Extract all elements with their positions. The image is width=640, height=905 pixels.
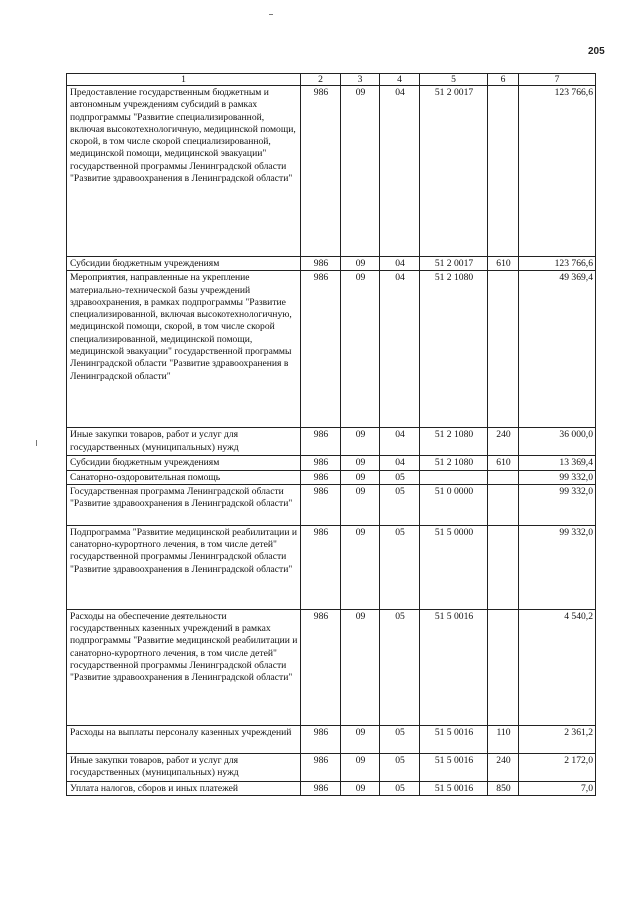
row-subsection: 04	[380, 271, 420, 428]
scan-speck	[269, 14, 273, 15]
row-amount: 99 332,0	[519, 525, 596, 609]
row-subsection: 04	[380, 428, 420, 456]
row-subsection: 05	[380, 781, 420, 795]
row-code: 986	[301, 753, 341, 781]
row-code: 986	[301, 257, 341, 271]
table-row	[67, 470, 596, 484]
row-name: Санаторно-оздоровительная помощь	[67, 470, 301, 484]
row-section: 09	[341, 609, 380, 725]
budget-table	[66, 73, 596, 796]
row-section: 09	[341, 456, 380, 470]
row-amount: 123 766,6	[519, 257, 596, 271]
table-row	[67, 609, 596, 725]
row-target-code: 51 2 0017	[420, 86, 488, 257]
column-number: 7	[519, 74, 596, 86]
row-name: Подпрограмма "Развитие медицинской реабилитации и санаторно-курортного лечения, в том числе детей" государственной программы Ленинградской области "Развитие здравоохранения в Ленинградской области"	[67, 525, 301, 609]
row-amount: 99 332,0	[519, 470, 596, 484]
row-target-code: 51 2 1080	[420, 271, 488, 428]
row-expense-type	[488, 271, 519, 428]
table-row	[67, 271, 596, 428]
table-row	[67, 781, 596, 795]
row-section: 09	[341, 86, 380, 257]
row-expense-type	[488, 86, 519, 257]
row-name: Иные закупки товаров, работ и услуг для государственных (муниципальных) нужд	[67, 428, 301, 456]
row-code: 986	[301, 781, 341, 795]
row-target-code: 51 5 0016	[420, 725, 488, 753]
table-row	[67, 428, 596, 456]
row-target-code: 51 5 0016	[420, 609, 488, 725]
table-row	[67, 725, 596, 753]
column-number: 3	[341, 74, 380, 86]
row-target-code: 51 0 0000	[420, 484, 488, 525]
column-number: 1	[67, 74, 301, 86]
row-target-code	[420, 470, 488, 484]
row-name: Предоставление государственным бюджетным и автономным учреждениям субсидий в рамках подпрограммы "Развитие специализированной, включая высокотехнологичную, медицинской помощи, скорой, в том числе скорой специализированной, медицинской помощи, медицинской эвакуации" государственной программы Ленинградской области "Развитие здравоохранения в Ленинградской области"	[67, 86, 301, 257]
row-target-code: 51 5 0016	[420, 781, 488, 795]
row-code: 986	[301, 428, 341, 456]
row-subsection: 04	[380, 86, 420, 257]
row-code: 986	[301, 609, 341, 725]
row-subsection: 04	[380, 257, 420, 271]
row-section: 09	[341, 725, 380, 753]
row-name: Мероприятия, направленные на укрепление материально-технической базы учреждений здравоохранения, в рамках подпрограммы "Развитие специализированной, включая высокотехнологичную, медицинской помощи, скорой, в том числе скорой специализированной, медицинской помощи, медицинской эвакуации" государственной программы Ленинградской области "Развитие здравоохранения в Ленинградской области"	[67, 271, 301, 428]
row-section: 09	[341, 484, 380, 525]
row-target-code: 51 5 0000	[420, 525, 488, 609]
row-expense-type	[488, 484, 519, 525]
column-number: 2	[301, 74, 341, 86]
row-name: Расходы на выплаты персоналу казенных учреждений	[67, 725, 301, 753]
row-section: 09	[341, 257, 380, 271]
row-amount: 36 000,0	[519, 428, 596, 456]
row-section: 09	[341, 470, 380, 484]
row-code: 986	[301, 456, 341, 470]
row-subsection: 05	[380, 484, 420, 525]
row-expense-type: 850	[488, 781, 519, 795]
row-section: 09	[341, 781, 380, 795]
scan-speck	[36, 440, 37, 446]
page-number: 205	[588, 46, 605, 57]
row-amount: 2 361,2	[519, 725, 596, 753]
row-subsection: 04	[380, 456, 420, 470]
row-expense-type	[488, 525, 519, 609]
table-row	[67, 484, 596, 525]
row-expense-type	[488, 470, 519, 484]
row-name: Субсидии бюджетным учреждениям	[67, 257, 301, 271]
row-expense-type: 240	[488, 753, 519, 781]
row-target-code: 51 2 1080	[420, 456, 488, 470]
row-target-code: 51 2 1080	[420, 428, 488, 456]
column-number: 5	[420, 74, 488, 86]
row-name: Уплата налогов, сборов и иных платежей	[67, 781, 301, 795]
row-amount: 4 540,2	[519, 609, 596, 725]
row-subsection: 05	[380, 470, 420, 484]
table-header-row	[67, 74, 596, 86]
table-row	[67, 257, 596, 271]
row-expense-type: 240	[488, 428, 519, 456]
row-amount: 123 766,6	[519, 86, 596, 257]
row-name: Расходы на обеспечение деятельности государственных казенных учреждений в рамках подпрограммы "Развитие медицинской реабилитации и санаторно-курортного лечения, в том числе детей" государственной программы Ленинградской области "Развитие здравоохранения в Ленинградской области"	[67, 609, 301, 725]
row-code: 986	[301, 525, 341, 609]
row-subsection: 05	[380, 753, 420, 781]
row-code: 986	[301, 271, 341, 428]
row-expense-type	[488, 609, 519, 725]
row-section: 09	[341, 525, 380, 609]
row-target-code: 51 5 0016	[420, 753, 488, 781]
row-name: Государственная программа Ленинградской области "Развитие здравоохранения в Ленинградской области"	[67, 484, 301, 525]
row-name: Иные закупки товаров, работ и услуг для государственных (муниципальных) нужд	[67, 753, 301, 781]
row-expense-type: 110	[488, 725, 519, 753]
table-row	[67, 456, 596, 470]
table-row	[67, 525, 596, 609]
row-name: Субсидии бюджетным учреждениям	[67, 456, 301, 470]
row-expense-type: 610	[488, 456, 519, 470]
row-amount: 7,0	[519, 781, 596, 795]
row-subsection: 05	[380, 609, 420, 725]
row-code: 986	[301, 484, 341, 525]
row-section: 09	[341, 428, 380, 456]
row-target-code: 51 2 0017	[420, 257, 488, 271]
row-section: 09	[341, 271, 380, 428]
row-code: 986	[301, 470, 341, 484]
row-amount: 99 332,0	[519, 484, 596, 525]
table-row	[67, 753, 596, 781]
column-number: 4	[380, 74, 420, 86]
row-amount: 49 369,4	[519, 271, 596, 428]
table-row	[67, 86, 596, 257]
row-code: 986	[301, 86, 341, 257]
row-amount: 13 369,4	[519, 456, 596, 470]
row-subsection: 05	[380, 525, 420, 609]
column-number: 6	[488, 74, 519, 86]
row-expense-type: 610	[488, 257, 519, 271]
row-section: 09	[341, 753, 380, 781]
row-amount: 2 172,0	[519, 753, 596, 781]
row-code: 986	[301, 725, 341, 753]
row-subsection: 05	[380, 725, 420, 753]
